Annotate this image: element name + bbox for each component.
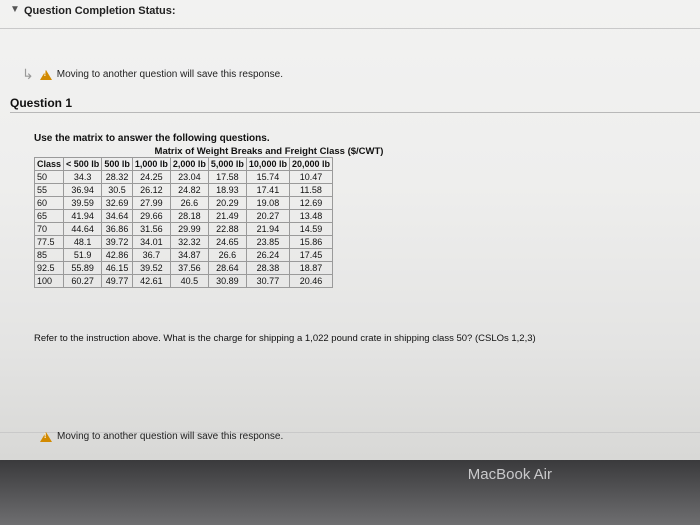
- question-prompt: Refer to the instruction above. What is the charge for shipping a 1,022 pound crate in shipping class 50? (CSLOs 1,2,3): [34, 333, 536, 344]
- rate-cell: 21.49: [208, 210, 246, 223]
- rate-cell: 48.1: [64, 236, 102, 249]
- freight-class-cell: 65: [35, 210, 64, 223]
- question-footer: [0, 432, 700, 461]
- freight-class-cell: 85: [35, 249, 64, 262]
- save-notice-bottom: [40, 431, 283, 442]
- freight-class-cell: 70: [35, 223, 64, 236]
- table-header-cell: 5,000 lb: [208, 158, 246, 171]
- table-row: [35, 171, 333, 184]
- rate-cell: 30.89: [208, 275, 246, 288]
- freight-class-cell: 50: [35, 171, 64, 184]
- rate-cell: 32.32: [170, 236, 208, 249]
- rate-cell: 42.86: [102, 249, 133, 262]
- rate-cell: 14.59: [289, 223, 332, 236]
- freight-class-cell: 100: [35, 275, 64, 288]
- rate-cell: 13.48: [289, 210, 332, 223]
- table-header-cell: 500 lb: [102, 158, 133, 171]
- rate-cell: 46.15: [102, 262, 133, 275]
- question-divider: [10, 112, 700, 113]
- rate-cell: 10.47: [289, 171, 332, 184]
- rate-cell: 20.27: [246, 210, 289, 223]
- question-completion-status: Question Completion Status:: [24, 5, 176, 17]
- rate-cell: 36.94: [64, 184, 102, 197]
- rate-cell: 15.74: [246, 171, 289, 184]
- rate-cell: 28.64: [208, 262, 246, 275]
- rate-cell: 18.87: [289, 262, 332, 275]
- rate-cell: 42.61: [132, 275, 170, 288]
- rate-cell: 24.25: [132, 171, 170, 184]
- rate-cell: 29.66: [132, 210, 170, 223]
- rate-cell: 36.7: [132, 249, 170, 262]
- freight-class-cell: 60: [35, 197, 64, 210]
- freight-matrix: [34, 146, 414, 288]
- rate-cell: 34.3: [64, 171, 102, 184]
- rate-cell: 37.56: [170, 262, 208, 275]
- rate-cell: 17.45: [289, 249, 332, 262]
- rate-cell: 17.41: [246, 184, 289, 197]
- table-header-row: [35, 158, 333, 171]
- freight-class-cell: 77.5: [35, 236, 64, 249]
- rate-cell: 41.94: [64, 210, 102, 223]
- rate-cell: 34.01: [132, 236, 170, 249]
- question-title: Question 1: [10, 96, 73, 110]
- table-header-cell: 2,000 lb: [170, 158, 208, 171]
- table-row: [35, 210, 333, 223]
- rate-cell: 29.99: [170, 223, 208, 236]
- rate-cell: 22.88: [208, 223, 246, 236]
- table-row: [35, 262, 333, 275]
- save-notice-top: [22, 66, 283, 83]
- rate-cell: 20.29: [208, 197, 246, 210]
- rate-cell: 20.46: [289, 275, 332, 288]
- rate-cell: 30.5: [102, 184, 133, 197]
- rate-cell: 39.72: [102, 236, 133, 249]
- rate-cell: 36.86: [102, 223, 133, 236]
- table-row: [35, 197, 333, 210]
- table-body: [35, 171, 333, 288]
- rate-cell: 15.86: [289, 236, 332, 249]
- table-row: [35, 223, 333, 236]
- table-header-cell: < 500 lb: [64, 158, 102, 171]
- rate-cell: 55.89: [64, 262, 102, 275]
- matrix-title: Matrix of Weight Breaks and Freight Class ($/CWT): [154, 146, 384, 157]
- rate-cell: 49.77: [102, 275, 133, 288]
- rate-cell: 24.65: [208, 236, 246, 249]
- rate-cell: 28.38: [246, 262, 289, 275]
- rate-cell: 51.9: [64, 249, 102, 262]
- rate-cell: 39.52: [132, 262, 170, 275]
- table-row: [35, 275, 333, 288]
- freight-table: [34, 157, 333, 288]
- rate-cell: 26.12: [132, 184, 170, 197]
- rate-cell: 23.04: [170, 171, 208, 184]
- rate-cell: 39.59: [64, 197, 102, 210]
- table-header-cell: Class: [35, 158, 64, 171]
- rate-cell: 26.6: [170, 197, 208, 210]
- rate-cell: 26.24: [246, 249, 289, 262]
- rate-cell: 44.64: [64, 223, 102, 236]
- rate-cell: 24.82: [170, 184, 208, 197]
- warning-icon: [40, 432, 52, 442]
- question-instruction: Use the matrix to answer the following questions.: [34, 133, 270, 144]
- table-header-cell: 1,000 lb: [132, 158, 170, 171]
- rate-cell: 27.99: [132, 197, 170, 210]
- freight-class-cell: 92.5: [35, 262, 64, 275]
- rate-cell: 19.08: [246, 197, 289, 210]
- freight-class-cell: 55: [35, 184, 64, 197]
- rate-cell: 28.18: [170, 210, 208, 223]
- rate-cell: 31.56: [132, 223, 170, 236]
- rate-cell: 60.27: [64, 275, 102, 288]
- rate-cell: 12.69: [289, 197, 332, 210]
- rate-cell: 17.58: [208, 171, 246, 184]
- rate-cell: 26.6: [208, 249, 246, 262]
- rate-cell: 34.87: [170, 249, 208, 262]
- collapse-chevron-icon[interactable]: ▼: [10, 4, 20, 15]
- rate-cell: 30.77: [246, 275, 289, 288]
- table-header-cell: 20,000 lb: [289, 158, 332, 171]
- table-row: [35, 236, 333, 249]
- rate-cell: 21.94: [246, 223, 289, 236]
- table-row: [35, 249, 333, 262]
- rate-cell: 40.5: [170, 275, 208, 288]
- rate-cell: 18.93: [208, 184, 246, 197]
- question-status-bar: [0, 0, 700, 29]
- rate-cell: 11.58: [289, 184, 332, 197]
- table-header-cell: 10,000 lb: [246, 158, 289, 171]
- save-notice-text: Moving to another question will save this response.: [57, 431, 284, 442]
- warning-icon: [40, 70, 52, 80]
- arrow-icon: ↳: [22, 66, 34, 82]
- brand-label: MacBook Air: [467, 466, 552, 483]
- rate-cell: 23.85: [246, 236, 289, 249]
- table-row: [35, 184, 333, 197]
- rate-cell: 32.69: [102, 197, 133, 210]
- laptop-bezel: [0, 460, 700, 525]
- save-notice-text: Moving to another question will save this response.: [56, 69, 283, 80]
- rate-cell: 34.64: [102, 210, 133, 223]
- rate-cell: 28.32: [102, 171, 133, 184]
